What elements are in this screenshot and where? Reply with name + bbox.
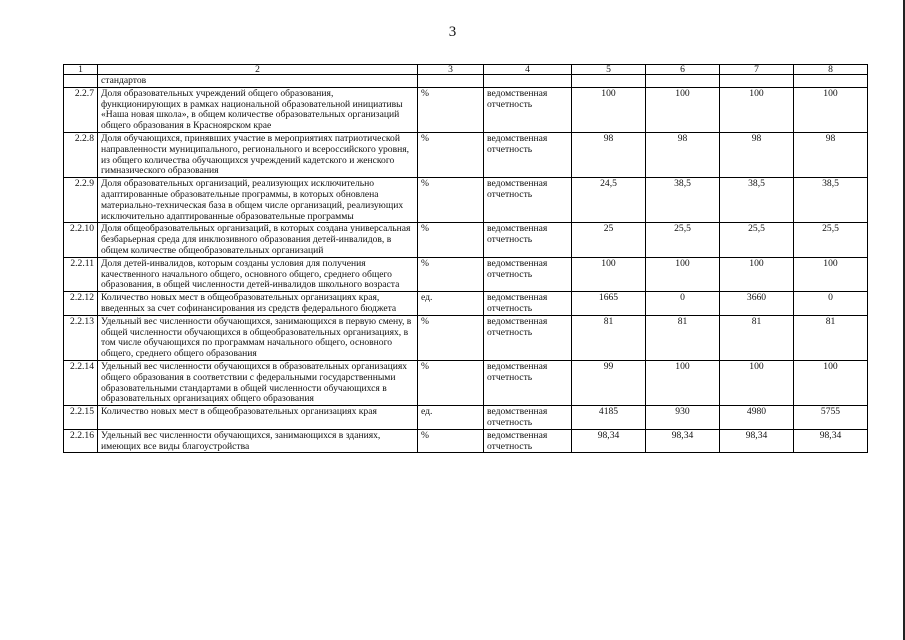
value-col6: 100 (646, 360, 720, 405)
column-header: 1 (64, 65, 98, 75)
value-col7: 4980 (720, 406, 794, 430)
value-col5: 98 (572, 132, 646, 177)
source-cell: ведомственная отчетность (484, 315, 572, 360)
value-col8: 0 (794, 292, 868, 316)
value-col6: 98 (646, 132, 720, 177)
indicator-name: Доля обучающихся, принявших участие в мероприятиях патриотической направленности муниципального, регионального и всероссийского уровня, из общего количества обучающихся учреждений кадетского и женского гимназического образования (98, 132, 418, 177)
value-col8: 38,5 (794, 178, 868, 223)
indicator-name: Количество новых мест в общеобразовательных организациях края (98, 406, 418, 430)
value-col7: 98 (720, 132, 794, 177)
value-col7: 3660 (720, 292, 794, 316)
table-row (64, 315, 868, 360)
indicator-name: Количество новых мест в общеобразовательных организациях края, введенных за счет софинансирования из средств федерального бюджета (98, 292, 418, 316)
page-number: 3 (448, 24, 457, 40)
value-col8: 100 (794, 360, 868, 405)
value-col7: 81 (720, 315, 794, 360)
row-number: 2.2.11 (64, 257, 98, 291)
value-col8: 81 (794, 315, 868, 360)
indicator-name: Удельный вес численности обучающихся, занимающихся в первую смену, в общей численности обучающихся в общеобразовательных организациях, в том числе обучающихся по программам начального общего, основного общего, среднего общего образования (98, 315, 418, 360)
source-cell: ведомственная отчетность (484, 87, 572, 132)
value-col8: 100 (794, 87, 868, 132)
source-cell: ведомственная отчетность (484, 360, 572, 405)
row-number: 2.2.9 (64, 178, 98, 223)
continuation-row (64, 75, 868, 88)
value-col5: 100 (572, 87, 646, 132)
value-col7: 100 (720, 87, 794, 132)
unit-cell: % (418, 257, 484, 291)
value-col6: 25,5 (646, 223, 720, 257)
row-number: 2.2.13 (64, 315, 98, 360)
source-cell: ведомственная отчетность (484, 223, 572, 257)
table-row (64, 87, 868, 132)
row-number: 2.2.10 (64, 223, 98, 257)
table-row (64, 406, 868, 430)
value-col7: 100 (720, 257, 794, 291)
value-col5: 100 (572, 257, 646, 291)
table-row (64, 223, 868, 257)
value-col5: 81 (572, 315, 646, 360)
value-col5: 4185 (572, 406, 646, 430)
value-col7: 38,5 (720, 178, 794, 223)
indicator-name: Доля образовательных учреждений общего образования, функционирующих в рамках национальной образовательной инициативы «Наша новая школа», в общем количестве образовательных организаций общего образования в Красноярском крае (98, 87, 418, 132)
value-col5: 99 (572, 360, 646, 405)
table-row (64, 178, 868, 223)
column-header: 5 (572, 65, 646, 75)
table-row (64, 132, 868, 177)
row-number: 2.2.8 (64, 132, 98, 177)
value-col5: 1665 (572, 292, 646, 316)
column-header: 3 (418, 65, 484, 75)
row-number: 2.2.15 (64, 406, 98, 430)
source-cell: ведомственная отчетность (484, 178, 572, 223)
value-col8: 5755 (794, 406, 868, 430)
unit-cell: % (418, 132, 484, 177)
table-row (64, 292, 868, 316)
value-col5: 98,34 (572, 429, 646, 453)
row-number: 2.2.7 (64, 87, 98, 132)
value-col7: 98,34 (720, 429, 794, 453)
value-col6: 98,34 (646, 429, 720, 453)
unit-cell: % (418, 360, 484, 405)
indicator-name: Удельный вес численности обучающихся в образовательных организациях общего образования в соответствии с федеральными государственными образовательными стандартами в общей численности обучающихся в образовательных организациях общего образования (98, 360, 418, 405)
table-row (64, 360, 868, 405)
row-number: 2.2.16 (64, 429, 98, 453)
value-col7: 100 (720, 360, 794, 405)
value-col7: 25,5 (720, 223, 794, 257)
source-cell: ведомственная отчетность (484, 257, 572, 291)
source-cell: ведомственная отчетность (484, 292, 572, 316)
table-row (64, 257, 868, 291)
row-number: 2.2.12 (64, 292, 98, 316)
value-col6: 930 (646, 406, 720, 430)
unit-cell: % (418, 429, 484, 453)
value-col6: 100 (646, 257, 720, 291)
unit-cell: % (418, 223, 484, 257)
indicator-name: Удельный вес численности обучающихся, занимающихся в зданиях, имеющих все виды благоустройства (98, 429, 418, 453)
column-header: 6 (646, 65, 720, 75)
unit-cell: % (418, 178, 484, 223)
value-col5: 25 (572, 223, 646, 257)
indicator-name: Доля образовательных организаций, реализующих исключительно адаптированные образовательные программы, в которых обновлена материально-техническая база в общем числе организаций, реализующих исключительно адаптированные образовательные программы (98, 178, 418, 223)
indicator-name: Доля детей-инвалидов, которым созданы условия для получения качественного начального общего, основного общего, среднего общего образования, в общей численности детей-инвалидов школьного возраста (98, 257, 418, 291)
unit-cell: ед. (418, 292, 484, 316)
value-col6: 38,5 (646, 178, 720, 223)
row-number: 2.2.14 (64, 360, 98, 405)
column-header: 4 (484, 65, 572, 75)
value-col8: 25,5 (794, 223, 868, 257)
table-row (64, 429, 868, 453)
source-cell: ведомственная отчетность (484, 429, 572, 453)
continuation-text: стандартов (98, 75, 418, 88)
value-col8: 98 (794, 132, 868, 177)
column-header: 2 (98, 65, 418, 75)
unit-cell: ед. (418, 406, 484, 430)
source-cell: ведомственная отчетность (484, 132, 572, 177)
header-row (64, 65, 868, 75)
value-col5: 24,5 (572, 178, 646, 223)
source-cell: ведомственная отчетность (484, 406, 572, 430)
value-col6: 81 (646, 315, 720, 360)
value-col6: 0 (646, 292, 720, 316)
value-col8: 100 (794, 257, 868, 291)
value-col6: 100 (646, 87, 720, 132)
value-col8: 98,34 (794, 429, 868, 453)
column-header: 7 (720, 65, 794, 75)
unit-cell: % (418, 315, 484, 360)
column-header: 8 (794, 65, 868, 75)
indicators-table (63, 64, 868, 453)
unit-cell: % (418, 87, 484, 132)
indicator-name: Доля общеобразовательных организаций, в которых создана универсальная безбарьерная среда для инклюзивного образования детей-инвалидов, в общем количестве общеобразовательных организаций (98, 223, 418, 257)
